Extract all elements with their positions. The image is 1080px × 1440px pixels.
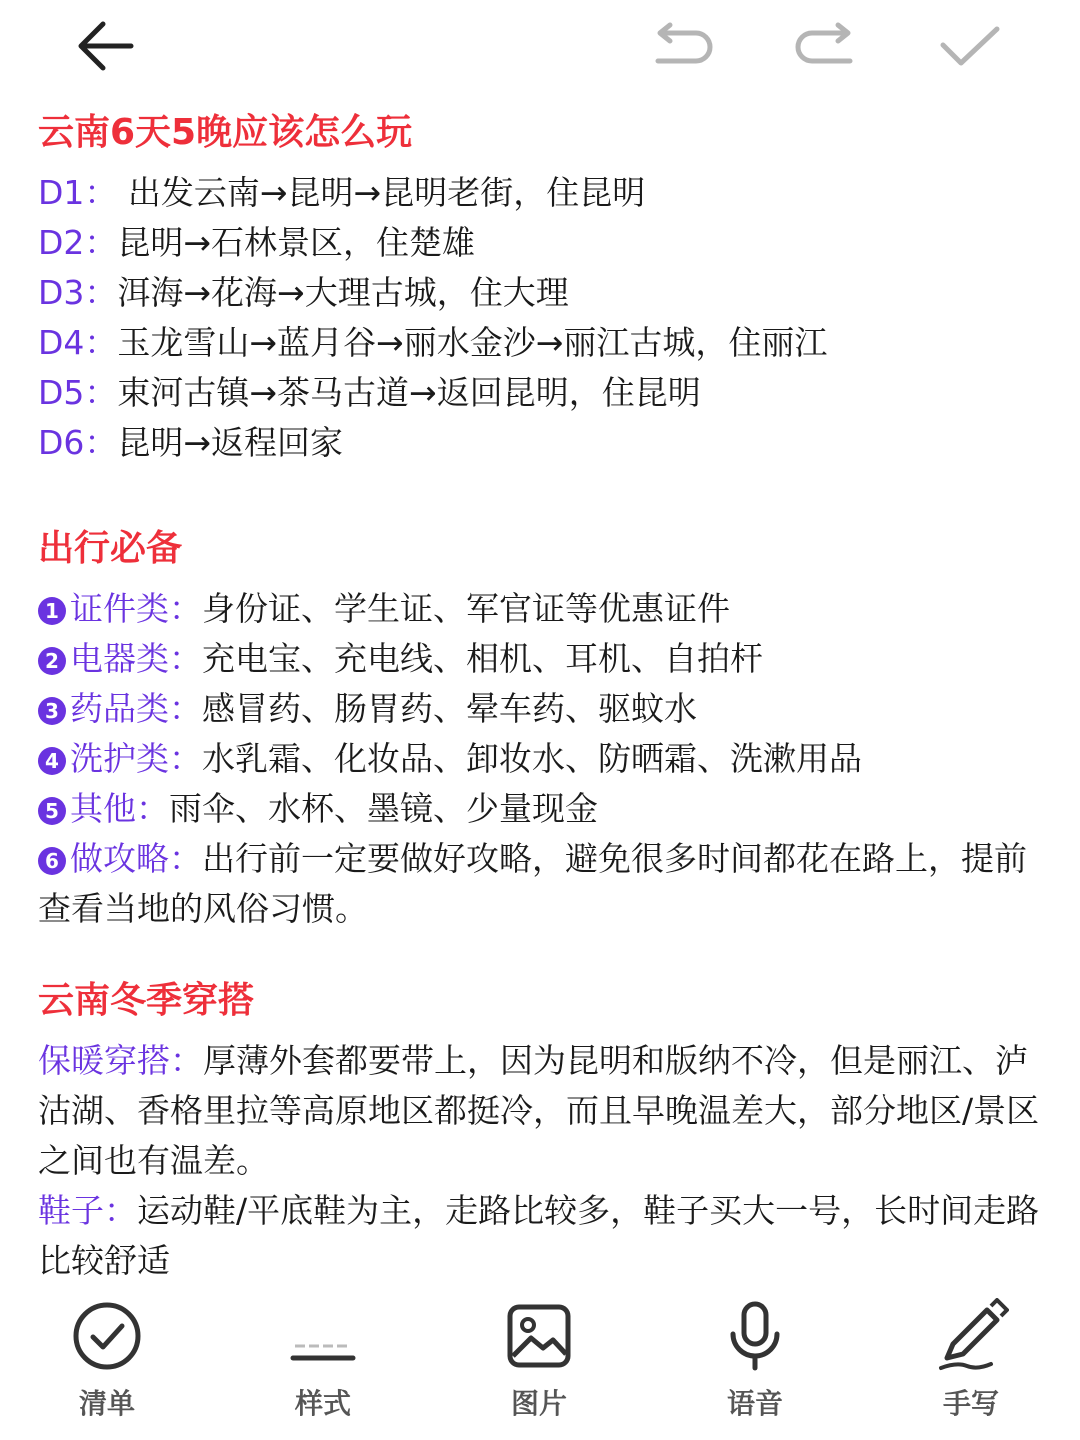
essentials-title: 出行必备 [38, 528, 183, 569]
image-button[interactable] [469, 1288, 609, 1438]
undo-button[interactable] [648, 14, 718, 78]
redo-icon [790, 21, 860, 71]
day-label: D2： [38, 223, 118, 262]
day-label: D4： [38, 323, 118, 362]
handwriting-button[interactable] [901, 1288, 1041, 1438]
itinerary-day [38, 168, 1048, 218]
checklist-icon [69, 1298, 145, 1374]
day-route: 洱海→花海→大理古城，住大理 [117, 273, 569, 312]
item-label: 鞋子： [38, 1191, 137, 1230]
image-label: 图片 [510, 1387, 567, 1420]
redo-button[interactable] [790, 14, 860, 78]
item-text: 感冒药、肠胃药、晕车药、驱蚊水 [202, 689, 697, 728]
winter-list [38, 1036, 1048, 1286]
essentials-item [38, 784, 1048, 834]
itinerary-day [38, 318, 1048, 368]
day-route: 昆明→返程回家 [117, 423, 344, 462]
checklist-button[interactable] [37, 1288, 177, 1438]
item-text: 水乳霜、化妆品、卸妆水、防晒霜、洗漱用品 [202, 739, 862, 778]
item-label: 药品类： [70, 689, 202, 728]
undo-icon [648, 21, 718, 71]
voice-label: 语音 [726, 1387, 783, 1420]
check-icon [937, 21, 1003, 71]
microphone-icon [717, 1298, 793, 1374]
confirm-button[interactable] [935, 14, 1005, 78]
note-content[interactable] [38, 106, 1048, 1286]
itinerary-day [38, 368, 1048, 418]
pen-icon [933, 1298, 1009, 1374]
item-text: 充电宝、充电线、相机、耳机、自拍杆 [202, 639, 763, 678]
back-button[interactable] [70, 14, 140, 78]
itinerary-day [38, 418, 1048, 468]
style-button[interactable] [253, 1288, 393, 1438]
winter-item [38, 1186, 1048, 1286]
item-label: 电器类： [70, 639, 202, 678]
day-route: 束河古镇→茶马古道→返回昆明，住昆明 [117, 373, 701, 412]
style-label: 样式 [294, 1387, 351, 1420]
essentials-item [38, 734, 1048, 784]
number-badge: 3 [38, 697, 66, 725]
image-icon [501, 1298, 577, 1374]
item-text: 雨伞、水杯、墨镜、少量现金 [169, 789, 598, 828]
day-route: 玉龙雪山→蓝月谷→丽水金沙→丽江古城，住丽江 [117, 323, 828, 362]
number-badge: 6 [38, 847, 66, 875]
item-label: 保暖穿搭： [38, 1041, 203, 1080]
handwriting-label: 手写 [942, 1387, 999, 1420]
item-text: 运动鞋/平底鞋为主，走路比较多，鞋子买大一号，长时间走路比较舒适 [38, 1191, 1040, 1280]
number-badge: 2 [38, 647, 66, 675]
bottom-toolbar [0, 1288, 1080, 1440]
itinerary-list [38, 168, 1048, 468]
essentials-item [38, 634, 1048, 684]
day-label: D6： [38, 423, 118, 462]
essentials-list [38, 584, 1048, 934]
essentials-item [38, 684, 1048, 734]
item-text: 厚薄外套都要带上，因为昆明和版纳不冷，但是丽江、泸沽湖、香格里拉等高原地区都挺冷，而且早晚温差大，部分地区/景区之间也有温差。 [38, 1041, 1040, 1180]
top-toolbar [0, 0, 1080, 100]
itinerary-day [38, 268, 1048, 318]
day-route: 昆明→石林景区，住楚雄 [117, 223, 476, 262]
voice-button[interactable] [685, 1288, 825, 1438]
day-route: 出发云南→昆明→昆明老街，住昆明 [117, 173, 646, 212]
checklist-label: 清单 [78, 1387, 135, 1420]
arrow-left-icon [73, 14, 137, 78]
number-badge: 4 [38, 747, 66, 775]
number-badge: 1 [38, 597, 66, 625]
essentials-item [38, 834, 1048, 934]
itinerary-day [38, 218, 1048, 268]
day-label: D3： [38, 273, 118, 312]
number-badge: 5 [38, 797, 66, 825]
item-label: 洗护类： [70, 739, 202, 778]
essentials-item [38, 584, 1048, 634]
item-text: 身份证、学生证、军官证等优惠证件 [202, 589, 730, 628]
item-label: 做攻略： [70, 839, 202, 878]
item-text: 出行前一定要做好攻略，避免很多时间都花在路上，提前查看当地的风俗习惯。 [38, 839, 1027, 928]
winter-title: 云南冬季穿搭 [38, 980, 255, 1021]
day-label: D5： [38, 373, 118, 412]
item-label: 其他： [70, 789, 169, 828]
day-label: D1： [38, 173, 118, 212]
style-icon [285, 1298, 361, 1374]
item-label: 证件类： [70, 589, 202, 628]
winter-item [38, 1036, 1048, 1186]
itinerary-title: 云南6天5晚应该怎么玩 [38, 112, 413, 153]
